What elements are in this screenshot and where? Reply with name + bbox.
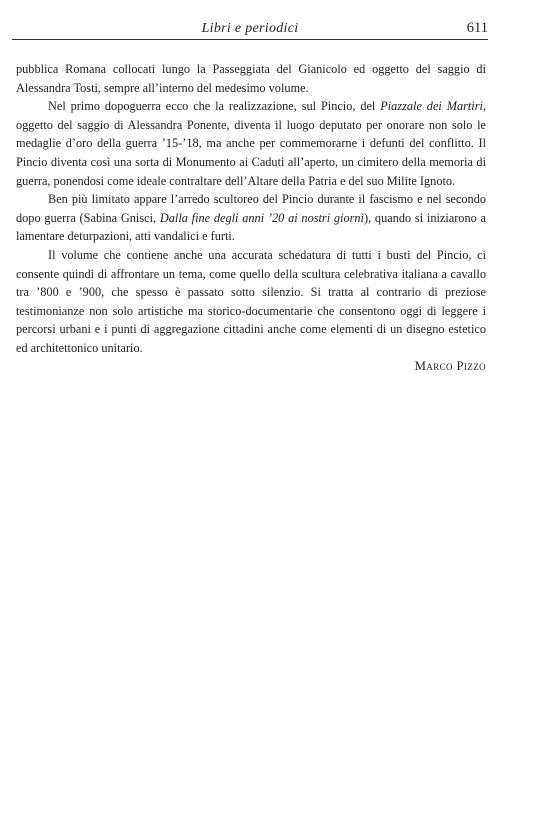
- text-run: ), quando si iniziarono a lamentare deturpazioni, atti vandalici e furti.: [16, 210, 486, 244]
- italic-title: Dalla fine degli anni ’20 ai nostri giorni: [159, 210, 364, 225]
- page-number: 611: [466, 20, 488, 36]
- author-signature: Marco Pizzo: [414, 359, 486, 373]
- paragraph: [16, 190, 486, 246]
- header-rule: [12, 39, 488, 40]
- page-header: [12, 20, 488, 38]
- paragraph: [16, 97, 486, 190]
- italic-title: Piazzale dei Martiri: [380, 99, 483, 114]
- text-run: pubblica Romana collocati lungo la Passeggiata del Gianicolo ed oggetto del saggio di Alessandra Tosti, sempre all’interno del medesimo volume.: [16, 62, 486, 95]
- paragraph: [16, 60, 486, 97]
- text-run: , oggetto del saggio di Alessandra Ponente, diventa il luogo deputato per onorare non solo le medaglie d’oro della guerra ’15-’18, ma anche per commemorarne i defunti del conflitto. Il Pincio diventa così una sorta di Monumento ai Caduti all’aperto, un cimitero della memoria di guerra, ponendosi come ideale contraltare dell’Altare della Patria e del suo Milite Ignoto.: [16, 99, 487, 188]
- text-run: Il volume che contiene anche una accurata schedatura di tutti i busti del Pincio, ci consente quindi di affrontare un tema, come quello della scultura celebrativa italiana a cavallo tra ’800 e ’900, che spesso è passato sotto silenzio. Si tratta al contrario di preziose testimonianze non solo artistiche ma storico-documentarie che consentono oggi di leggere i percorsi urbani e i punti di aggregazione cittadini anche come elementi di un disegno estetico ed architettonico unitario.: [16, 247, 486, 355]
- text-run: Nel primo dopoguerra ecco che la realizzazione, sul Pincio, del: [48, 99, 381, 114]
- body-text: [16, 60, 486, 358]
- running-title: Libri e periodici: [201, 21, 299, 36]
- text-run: Ben più limitato appare l’arredo scultoreo del Pincio durante il fascismo e nel secondo dopo guerra (Sabina Gnisci,: [16, 192, 486, 225]
- paragraph: [16, 246, 486, 358]
